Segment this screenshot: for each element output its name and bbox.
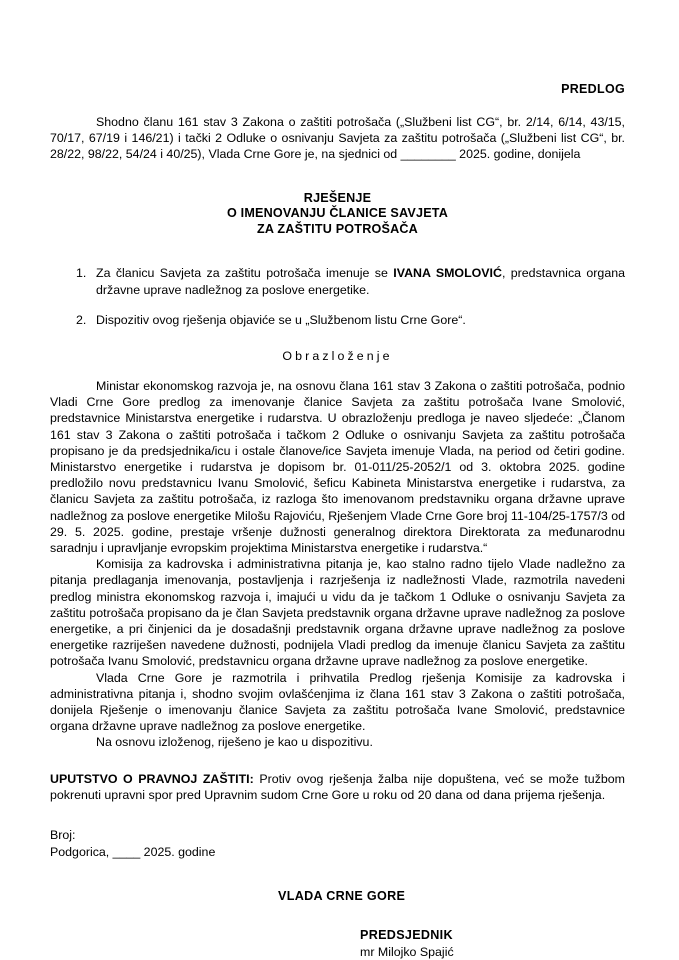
list-item-text-before: Dispozitiv ovog rješenja objaviće se u „Službenom listu Crne Gore“. [96,312,466,327]
explanation-heading: Obrazloženje [282,349,393,363]
list-item-text-before: Za članicu Savjeta za zaštitu potrošača imenuje se [96,266,394,281]
intro-paragraph: Shodno članu 161 stav 3 Zakona o zaštiti potrošača („Službeni list CG“, br. 2/14, 6/14, 43/15, 70/17, 67/19 i 146/21) i tački 2 Odluke o osnivanju Savjeta za zaštitu potrošača („Službeni list CG“, br. 28/22, 98/22, 54/24 i 40/25), Vlada Crne Gore je, na sjednici od ________ 2025. godine, donijela [50,115,625,162]
closing-number-label: Broj: [50,828,76,843]
explanation-paragraph-2: Komisija za kadrovska i administrativna pitanja je, kao stalno radno tijelo Vlade nadležno za pitanja predlaganja imenovanja, postavljenja i razrješenja iz nadležnosti Vlade, razmotrila navedeni predlog ministra ekonomskog razvoja i, imajući u vidu da je tačkom 1 Odluke o osnivanju Savjeta za zaštitu potrošača propisano da je član Savjeta predstavnik organa državne uprave nadležnog za poslove energetike, a pri činjenici da je dosadašnji predstavnik organa državne uprave nadležnog za poslove energetike razriješen navedene dužnosti, podnijela Vladi predlog da imenuje članicu Savjeta za zaštitu potrošača Ivanu Smolović, predstavnicu organa državne uprave nadležnog za poslove energetike. [50,557,625,669]
legal-notice-text: Protiv ovog rješenja žalba nije dopuštena, već se može tužbom pokrenuti upravni spor pred Upravnim sudom Crne Gore u roku od 20 dana od dana prijema rješenja. [50,771,625,802]
list-item-number: 1. [76,266,87,281]
spacer-before-signature [50,861,625,889]
spacer-after-explanation-heading [50,364,625,378]
spacer-before-signatory [50,903,625,927]
spacer-before-legal-notice [50,751,625,771]
signatory-name: mr Milojko Spajić [360,944,454,959]
spacer-after-title [50,237,625,265]
signature-block [50,927,625,960]
list-item [50,265,625,297]
explanation-paragraph-1: Ministar ekonomskog razvoja je, na osnovu člana 161 stav 3 Zakona o zaštiti potrošača, podnio Vladi Crne Gore predlog za imenovanje članice Savjeta za zaštitu potrošača Ivane Smolović, predstavnice Ministarstva energetike i rudarstva. U obrazloženju predloga je naveo sljedeće: „Članom 161 stav 3 Zakona o zaštiti potrošača i tačkom 2 Odluke o osnivanju Savjeta za zaštitu potrošača propisano je da predsjednika/icu i ostale članove/ice Savjeta imenuje Vlada, na period od četiri godine. Ministarstvo energetike i rudarstva je dopisom br. 01-011/25-2052/1 od 3. oktobra 2025. godine predložilo novu predstavnicu Ivanu Smolović, šeficu Kabineta Ministarstva energetike i rudarstva, za članicu Savjeta za zaštitu potrošača, iz razloga što imenovanom predstavniku organa državne uprave nadležnog za poslove energetike Milošu Rajoviću, Rješenjem Vlade Crne Gore broj 11-104/25-1757/3 od 29. 5. 2025. godine, prestaje vršenje dužnosti generalnog direktora Direktorata za međunarodnu saradnju i upravljanje evropskim projektima Ministarstva energetike i rudarstva.“ [50,379,625,556]
appointee-name: IVANA SMOLOVIĆ [393,266,502,281]
closing-place-date: Podgorica, ____ 2025. godine [50,845,216,860]
title-line-1: RJEŠENJE [303,190,372,205]
signature-institution: VLADA CRNE GORE [278,889,406,904]
explanation-paragraph-4: Na osnovu izloženog, riješeno je kao u dispozitivu. [96,735,373,750]
legal-notice [50,771,625,803]
signatory-role: PREDSJEDNIK [360,928,453,943]
document-type-label: PREDLOG [561,82,625,96]
document-title [50,191,625,238]
list-item-number: 2. [76,312,87,327]
explanation-paragraph-3: Vlada Crne Gore je razmotrila i prihvatila Predlog rješenja Komisije za kadrovska i administrativna pitanja i, shodno svojim ovlašćenjima iz člana 161 stav 3 Zakona o zaštiti potrošača, donijela Rješenje o imenovanju članice Savjeta za zaštitu potrošača Ivane Smolović, predstavnice organa državne uprave nadležnog za poslove energetike. [50,670,625,734]
spacer-before-title [50,163,625,191]
list-item-text-after: , predstavnica organa državne uprave nadležnog za poslove energetike. [96,266,625,297]
title-line-3: ZA ZAŠTITU POTROŠAČA [257,221,418,236]
spacer-before-closing [50,803,625,827]
decision-list [50,265,625,328]
title-line-2: O IMENOVANJU ČLANICE SAVJETA [226,206,449,221]
list-item [50,312,625,328]
spacer-before-explanation [50,328,625,348]
legal-notice-heading: UPUTSTVO O PRAVNOJ ZAŠTITI: [50,771,254,786]
